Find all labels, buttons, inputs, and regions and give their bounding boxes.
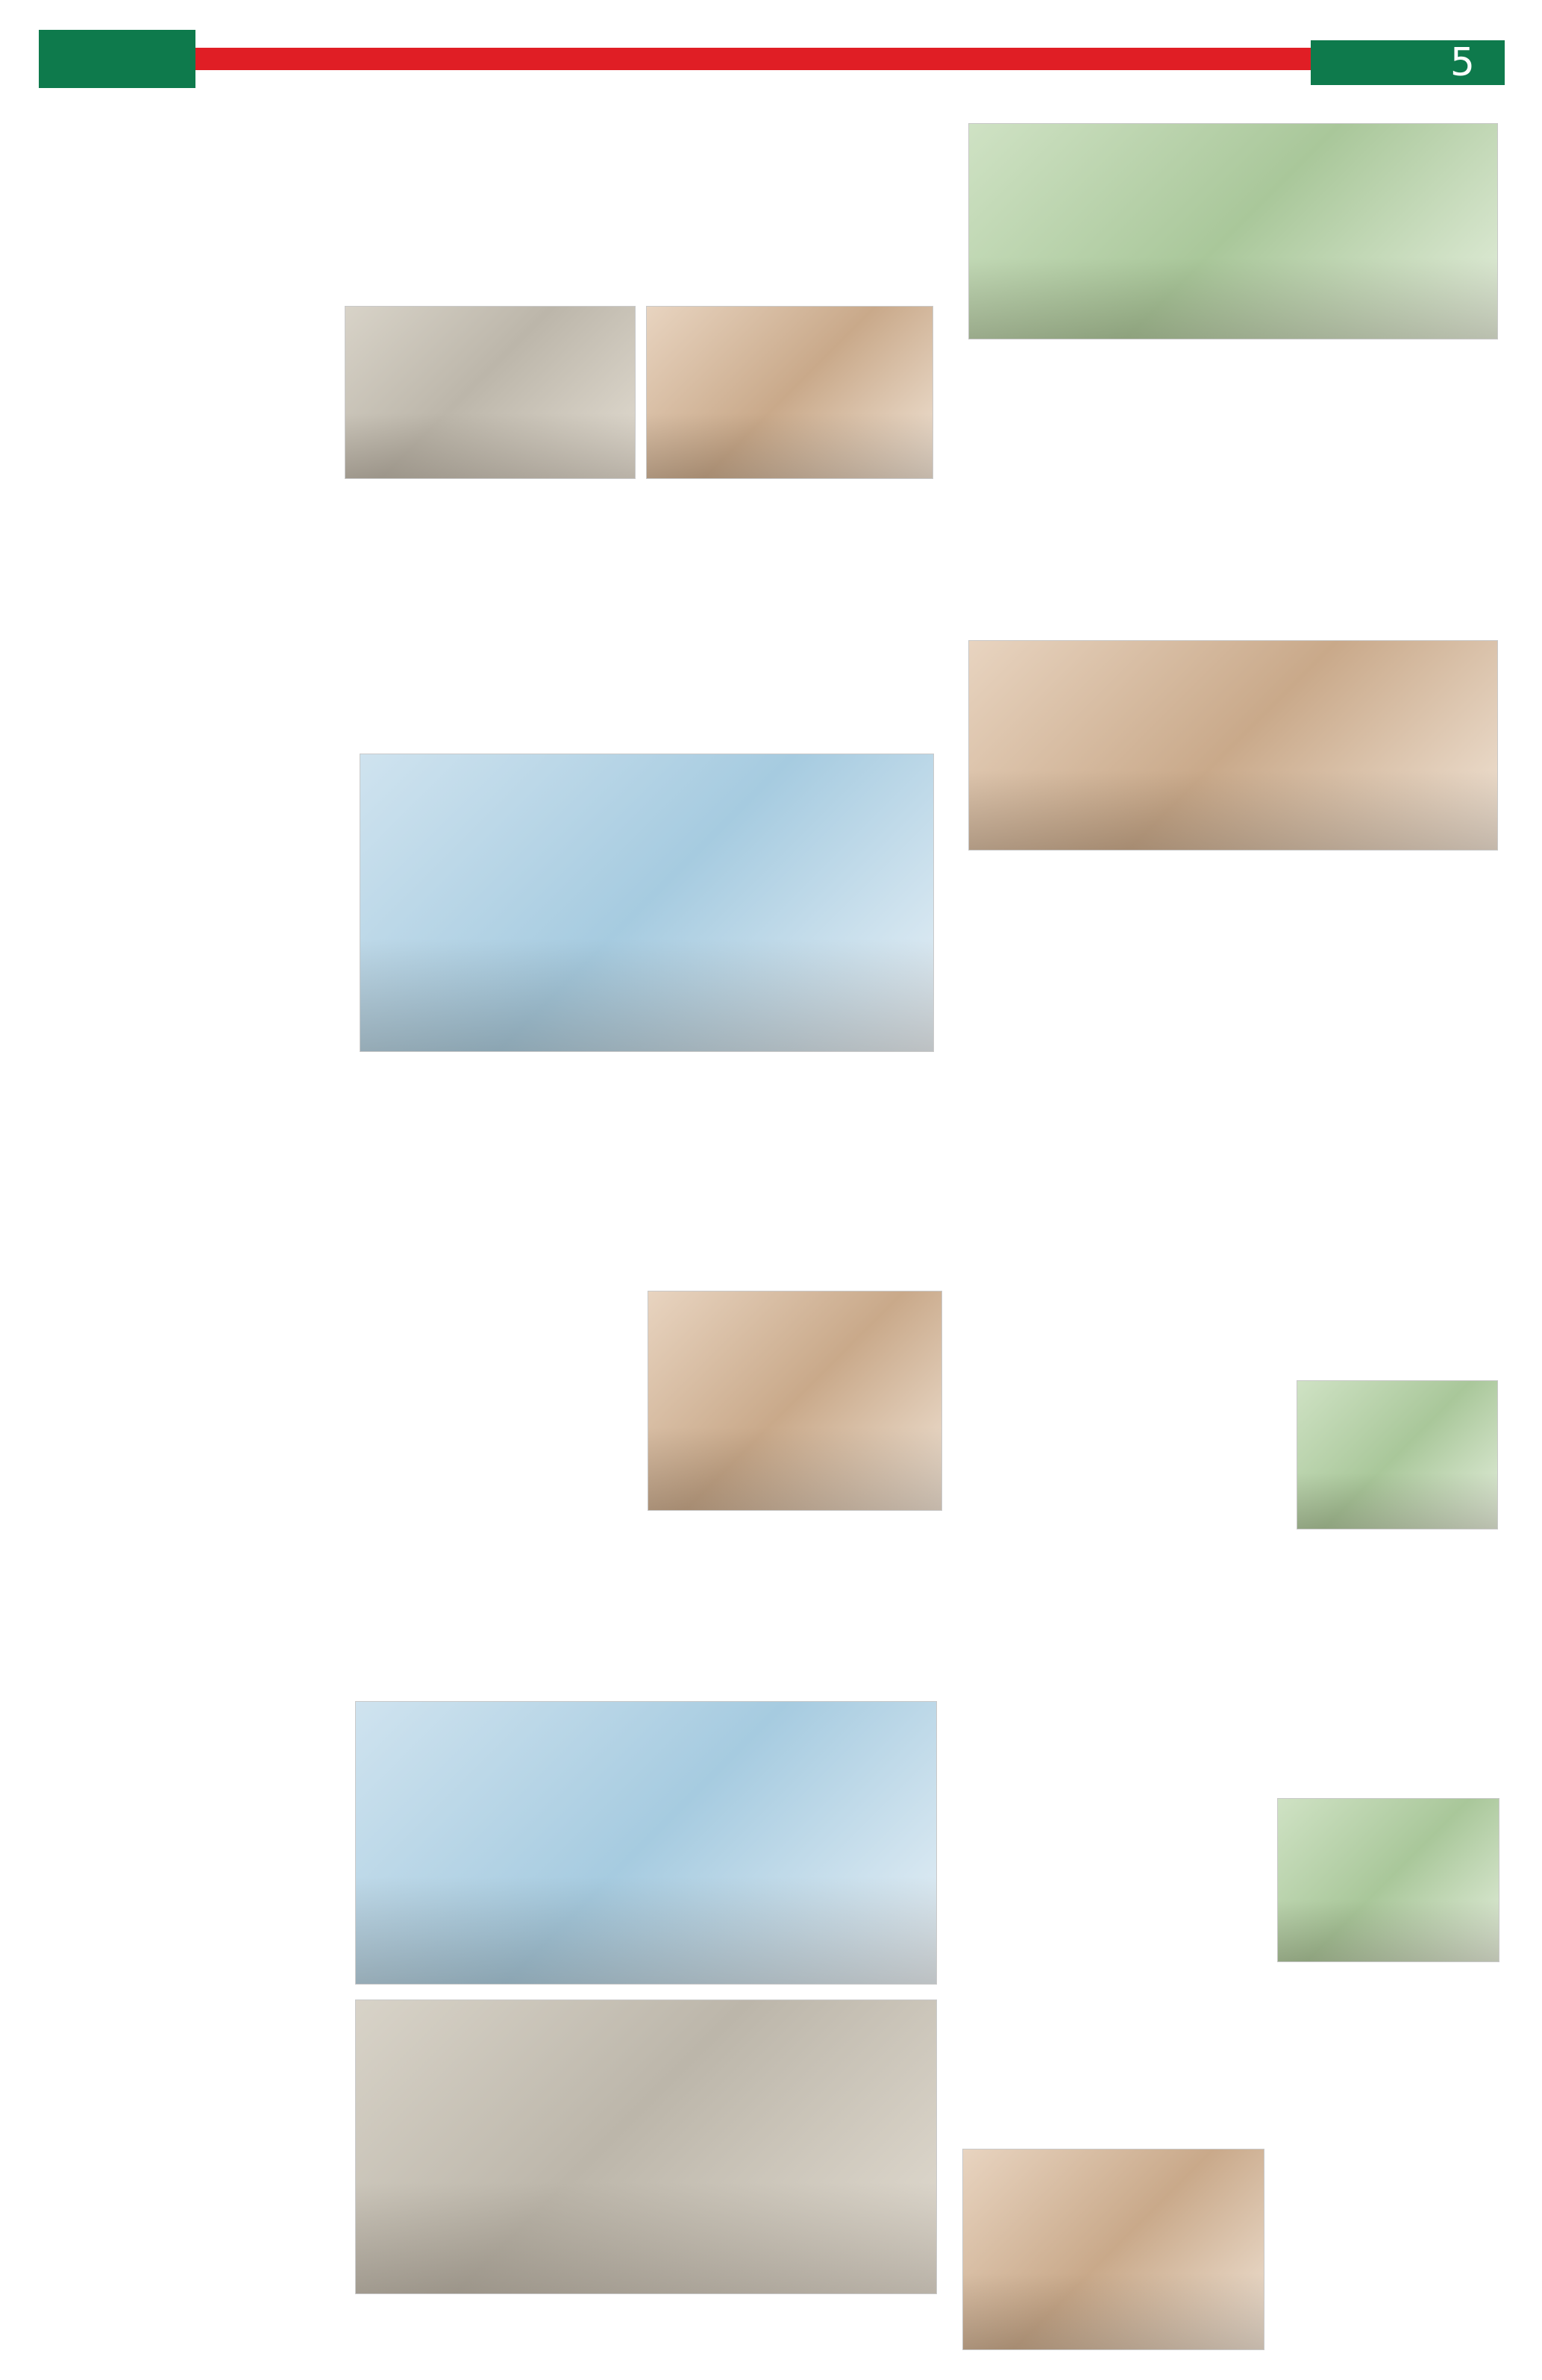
header-band (195, 48, 1311, 70)
story1-photo-2 (646, 306, 933, 479)
story6-photo-2 (962, 2149, 1264, 2350)
story1-body (45, 307, 339, 1068)
story1-photo-group (360, 754, 934, 1052)
story6-headline (962, 1656, 1499, 1783)
story1-photo-1 (345, 306, 636, 479)
page-number: 5 (1311, 40, 1505, 85)
story5-photo-2 (355, 1999, 937, 2294)
story2-subline (962, 522, 1499, 604)
story2-photo-1 (968, 123, 1498, 339)
story3-body (45, 1201, 630, 1552)
story7-body (355, 2299, 937, 2367)
story5-photo-1 (355, 1701, 937, 1985)
story3-photo (648, 1291, 942, 1511)
story2-photo-2 (968, 640, 1498, 851)
story5-body (45, 1738, 343, 2350)
story4-photo (1297, 1380, 1498, 1529)
story1-subline (45, 254, 933, 306)
story6-photo-1 (1277, 1798, 1499, 1962)
story3-headline (45, 1097, 955, 1201)
story4-headline (962, 1127, 1499, 1298)
date-box (39, 30, 195, 88)
story1-headline (45, 104, 933, 254)
story2-headline (962, 351, 1499, 515)
story2-body (968, 858, 1498, 1110)
